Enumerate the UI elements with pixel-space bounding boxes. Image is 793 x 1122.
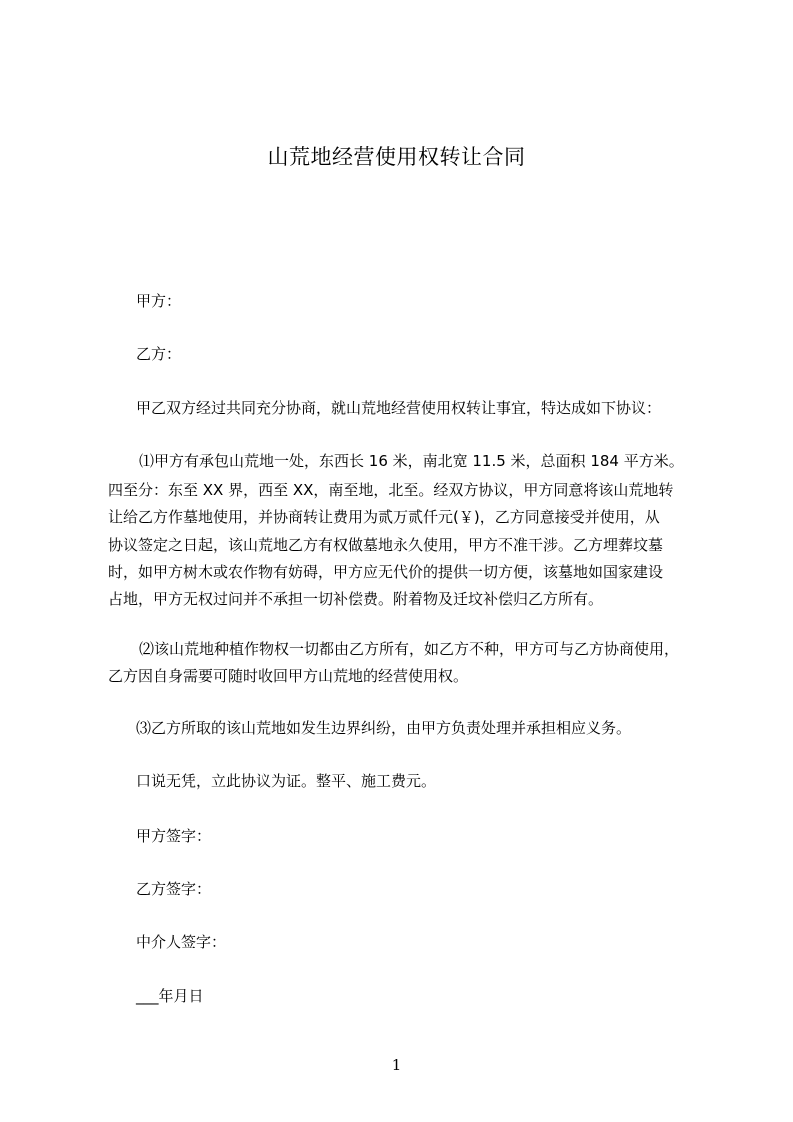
signature-party-b: 乙方签字： (136, 880, 212, 898)
party-a-label: 甲方： (136, 292, 182, 310)
date-line: ___年月日 (136, 987, 204, 1005)
party-b-label: 乙方： (136, 345, 182, 363)
clause-3: ⑶乙方所取的该山荒地如发生边界纠纷，由甲方负责处理并承担相应义务。 (136, 719, 632, 737)
clause-2-line: 乙方因自身需要可随时收回甲方山荒地的经营使用权。 (108, 667, 469, 685)
clause-1-line: 协议签定之日起，该山荒地乙方有权做墓地永久使用，甲方不准干涉。乙方埋葬坟墓 (108, 536, 664, 554)
signature-party-a: 甲方签字： (136, 827, 212, 845)
verbal-note: 口说无凭，立此协议为证。整平、施工费元。 (136, 772, 437, 790)
document-title: 山荒地经营使用权转让合同 (267, 145, 526, 169)
signature-mediator: 中介人签字： (136, 933, 227, 951)
intro-paragraph: 甲乙双方经过共同充分协商，就山荒地经营使用权转让事宜，特达成如下协议： (136, 399, 662, 417)
clause-1-line: 时，如甲方树木或农作物有妨碍，甲方应无代价的提供一切方便，该墓地如国家建设 (108, 563, 664, 581)
clause-1-line: 四至分：东至 XX 界，西至 XX，南至地，北至。经双方协议，甲方同意将该山荒地转 (108, 481, 674, 499)
clause-2-line: ⑵该山荒地种植作物权一切都由乙方所有，如乙方不种，甲方可与乙方协商使用， (139, 640, 680, 658)
clause-1-line: 让给乙方作墓地使用，并协商转让费用为贰万贰仟元(￥)，乙方同意接受并使用，从 (108, 508, 660, 526)
clause-1-line: 占地，甲方无权过问并不承担一切补偿费。附着物及迁坟补偿归乙方所有。 (108, 590, 604, 608)
page-number: 1 (391, 1056, 402, 1074)
clause-1-line: ⑴甲方有承包山荒地一处，东西长 16 米，南北宽 11.5 米，总面积 184 平方米。 (139, 452, 684, 470)
